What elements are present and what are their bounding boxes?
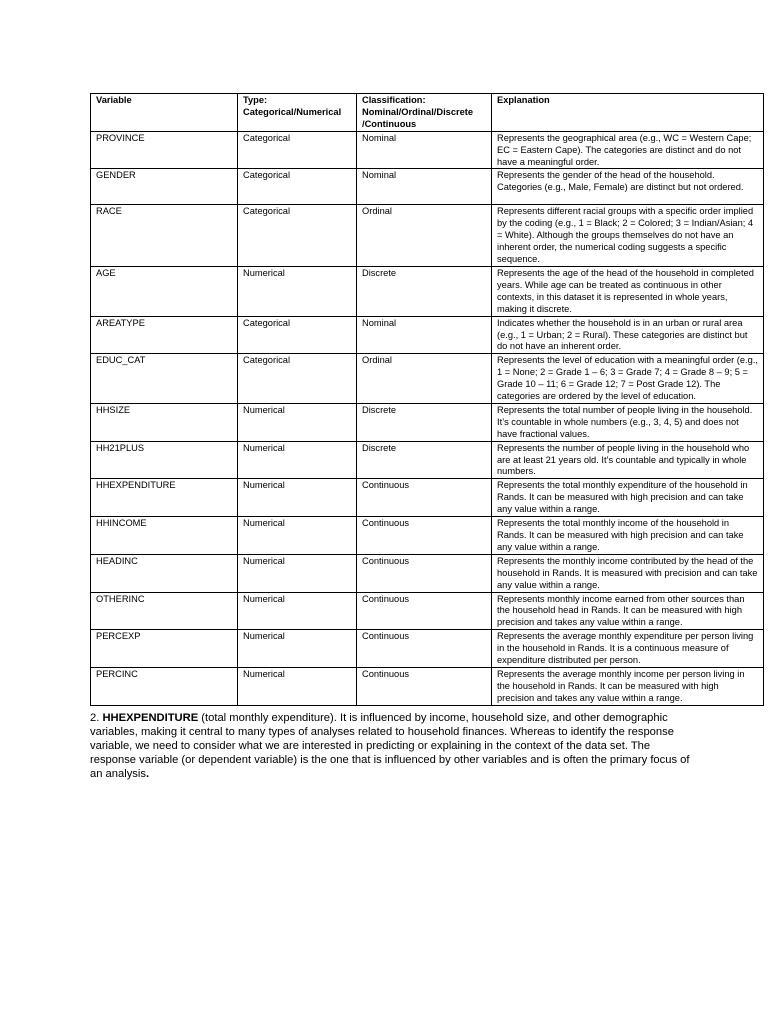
cell-type: Categorical — [238, 169, 357, 205]
cell-explanation: Represents monthly income earned from other sources than the household head in Rands. It can be measured with high precision and takes any value within a range. — [492, 592, 764, 630]
cell-type: Numerical — [238, 554, 357, 592]
cell-variable: AREATYPE — [91, 316, 238, 354]
cell-classification: Ordinal — [357, 205, 492, 267]
cell-type: Numerical — [238, 266, 357, 316]
cell-explanation: Represents the age of the head of the household in completed years. While age can be treated as continuous in other contexts, in this dataset it is represented in whole years, making it discrete. — [492, 266, 764, 316]
table-row — [91, 517, 764, 555]
table-header-row — [91, 94, 764, 132]
cell-type: Numerical — [238, 592, 357, 630]
cell-type: Numerical — [238, 479, 357, 517]
cell-classification: Continuous — [357, 554, 492, 592]
cell-explanation: Represents the total monthly expenditure of the household in Rands. It can be measured with high precision and can take any value within a range. — [492, 479, 764, 517]
table-body — [91, 131, 764, 705]
cell-variable: EDUC_CAT — [91, 354, 238, 404]
table-row — [91, 205, 764, 267]
cell-explanation: Represents the gender of the head of the household. Categories (e.g., Male, Female) are distinct but not ordered. — [492, 169, 764, 205]
cell-variable: PROVINCE — [91, 131, 238, 169]
cell-classification: Discrete — [357, 266, 492, 316]
cell-classification: Ordinal — [357, 354, 492, 404]
table-row — [91, 479, 764, 517]
cell-variable: OTHERINC — [91, 592, 238, 630]
cell-classification: Discrete — [357, 441, 492, 479]
table-row — [91, 403, 764, 441]
cell-explanation: Represents the total number of people living in the household. It’s countable in whole numbers (e.g., 3, 4, 5) and does not have fractional values. — [492, 403, 764, 441]
answer-number: 2. — [90, 712, 100, 724]
cell-classification: Continuous — [357, 517, 492, 555]
header-classification: Classification: Nominal/Ordinal/Discrete /Continuous — [357, 94, 492, 132]
cell-explanation: Represents the level of education with a meaningful order (e.g., 1 = None; 2 = Grade 1 – 6; 3 = Grade 7; 4 = Grade 8 – 9; 5 = Grade 10 – 11; 6 = Grade 12; 7 = Post Grade 12). The categories are ordered by the level of education. — [492, 354, 764, 404]
cell-type: Categorical — [238, 354, 357, 404]
cell-explanation: Represents different racial groups with a specific order implied by the coding (e.g., 1 = Black; 2 = Colored; 3 = Indian/Asian; 4 = White). Although the groups themselves do not have an inherent order, the numerical coding suggests a specific sequence. — [492, 205, 764, 267]
cell-variable: PERCEXP — [91, 630, 238, 668]
cell-explanation: Represents the monthly income contributed by the head of the household in Rands. It is measured with precision and can take any value within a range. — [492, 554, 764, 592]
cell-classification: Continuous — [357, 667, 492, 705]
cell-type: Numerical — [238, 667, 357, 705]
table-row — [91, 131, 764, 169]
cell-explanation: Represents the geographical area (e.g., WC = Western Cape; EC = Eastern Cape). The categories are distinct and do not have a meaningful order. — [492, 131, 764, 169]
cell-explanation: Represents the number of people living in the household who are at least 21 years old. It’s countable and typically in whole numbers. — [492, 441, 764, 479]
cell-variable: HEADINC — [91, 554, 238, 592]
header-variable: Variable — [91, 94, 238, 132]
cell-explanation: Indicates whether the household is in an urban or rural area (e.g., 1 = Urban; 2 = Rural). These categories are distinct but do not have an inherent order. — [492, 316, 764, 354]
cell-classification: Nominal — [357, 169, 492, 205]
answer-term: HHEXPENDITURE — [102, 712, 199, 724]
cell-variable: HHINCOME — [91, 517, 238, 555]
answer-end: . — [145, 768, 150, 780]
cell-explanation: Represents the average monthly expenditure per person living in the household in Rands. It is a continuous measure of expenditure distributed per person. — [492, 630, 764, 668]
cell-explanation: Represents the total monthly income of the household in Rands. It can be measured with high precision and can take any value within a range. — [492, 517, 764, 555]
cell-type: Categorical — [238, 131, 357, 169]
cell-variable: RACE — [91, 205, 238, 267]
table-row — [91, 266, 764, 316]
cell-variable: HHSIZE — [91, 403, 238, 441]
header-type: Type: Categorical/Numerical — [238, 94, 357, 132]
cell-type: Categorical — [238, 205, 357, 267]
answer-paragraph — [90, 711, 690, 781]
variable-classification-table — [90, 93, 764, 706]
cell-classification: Nominal — [357, 131, 492, 169]
cell-variable: AGE — [91, 266, 238, 316]
answer-text: (total monthly expenditure). It is influenced by income, household size, and other demographic variables, making it central to many types of analyses related to household finances. Whereas to identify the response variable, we need to consider what we are interested in predicting or explaining in the context of the data set. The response variable (or dependent variable) is the one that is influenced by other variables and is often the primary focus of an analysis — [90, 712, 690, 780]
cell-type: Numerical — [238, 517, 357, 555]
cell-classification: Nominal — [357, 316, 492, 354]
cell-variable: PERCINC — [91, 667, 238, 705]
cell-explanation: Represents the average monthly income per person living in the household in Rands. It can be measured with high precision and takes any value within a range. — [492, 667, 764, 705]
header-explanation: Explanation — [492, 94, 764, 132]
cell-variable: HHEXPENDITURE — [91, 479, 238, 517]
cell-type: Numerical — [238, 630, 357, 668]
table-row — [91, 354, 764, 404]
table-row — [91, 169, 764, 205]
cell-variable: HH21PLUS — [91, 441, 238, 479]
table-row — [91, 592, 764, 630]
cell-type: Categorical — [238, 316, 357, 354]
cell-variable: GENDER — [91, 169, 238, 205]
table-row — [91, 316, 764, 354]
table-row — [91, 441, 764, 479]
table-row — [91, 630, 764, 668]
cell-classification: Continuous — [357, 592, 492, 630]
cell-classification: Discrete — [357, 403, 492, 441]
table-row — [91, 554, 764, 592]
cell-type: Numerical — [238, 403, 357, 441]
cell-classification: Continuous — [357, 479, 492, 517]
cell-type: Numerical — [238, 441, 357, 479]
cell-classification: Continuous — [357, 630, 492, 668]
table-row — [91, 667, 764, 705]
